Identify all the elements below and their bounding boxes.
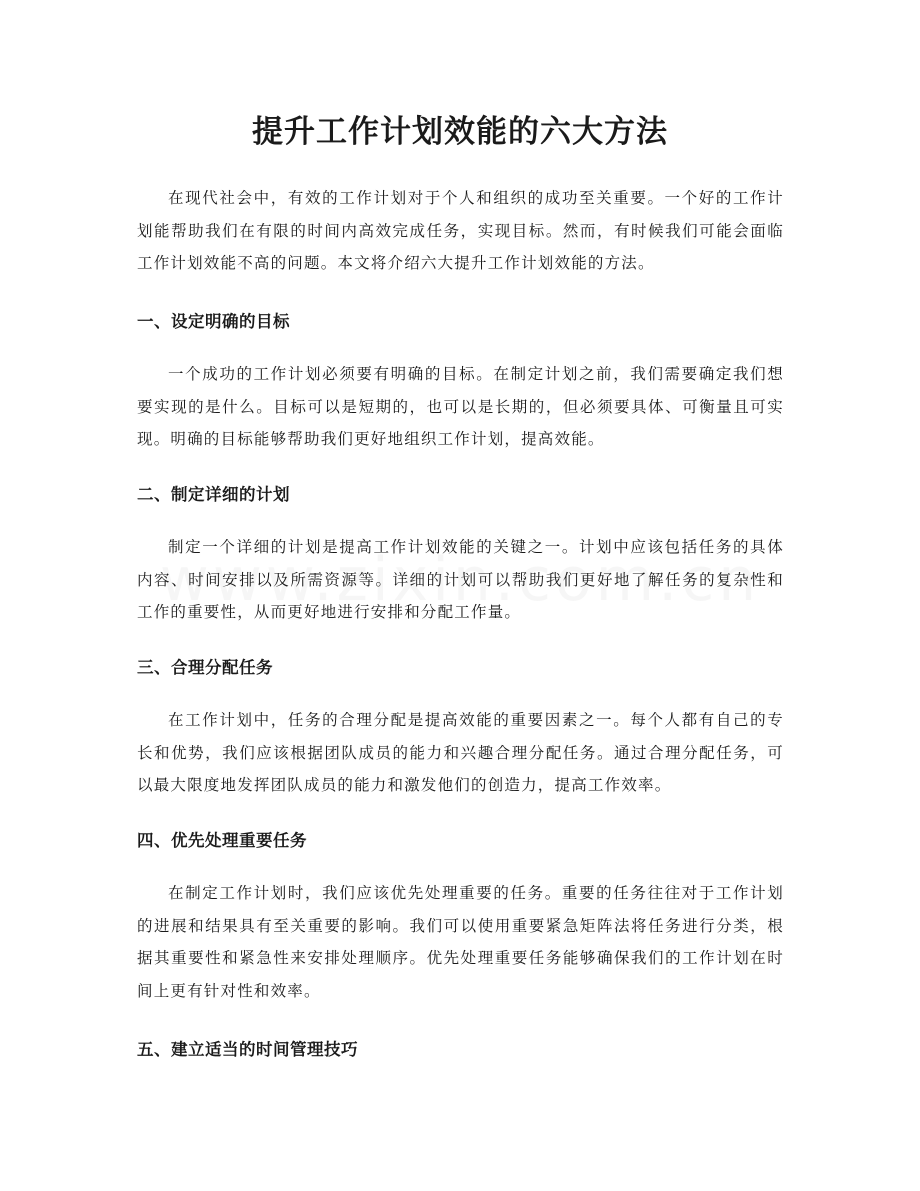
section-body-3: 在工作计划中，任务的合理分配是提高效能的重要因素之一。每个人都有自己的专长和优势，我们应该根据团队成员的能力和兴趣合理分配任务。通过合理分配任务，可以最大限度地发挥团队成员的能力和激发他们的创造力，提高工作效率。 [137, 711, 784, 794]
section-heading-2: 二、制定详细的计划 [137, 485, 290, 504]
section-body-2: 制定一个详细的计划是提高工作计划效能的关键之一。计划中应该包括任务的具体内容、时间安排以及所需资源等。详细的计划可以帮助我们更好地了解任务的复杂性和工作的重要性，从而更好地进行安排和分配工作量。 [137, 538, 784, 621]
intro-paragraph: 在现代社会中，有效的工作计划对于个人和组织的成功至关重要。一个好的工作计划能帮助我们在有限的时间内高效完成任务，实现目标。然而，有时候我们可能会面临工作计划效能不高的问题。本文将介绍六大提升工作计划效能的方法。 [137, 189, 784, 272]
section-body-1: 一个成功的工作计划必须要有明确的目标。在制定计划之前，我们需要确定我们想要实现的是什么。目标可以是短期的，也可以是长期的，但必须要具体、可衡量且可实现。明确的目标能够帮助我们更好地组织工作计划，提高效能。 [137, 365, 784, 448]
section-body-4: 在制定工作计划时，我们应该优先处理重要的任务。重要的任务往往对于工作计划的进展和结果具有至关重要的影响。我们可以使用重要紧急矩阵法将任务进行分类，根据其重要性和紧急性来安排处理顺序。优先处理重要任务能够确保我们的工作计划在时间上更有针对性和效率。 [137, 884, 784, 1000]
section-heading-5: 五、建立适当的时间管理技巧 [137, 1040, 358, 1059]
section-heading-3: 三、合理分配任务 [137, 658, 273, 677]
section-heading-1: 一、设定明确的目标 [137, 312, 290, 331]
section-heading-4: 四、优先处理重要任务 [137, 831, 307, 850]
document-title: 提升工作计划效能的六大方法 [252, 114, 668, 150]
